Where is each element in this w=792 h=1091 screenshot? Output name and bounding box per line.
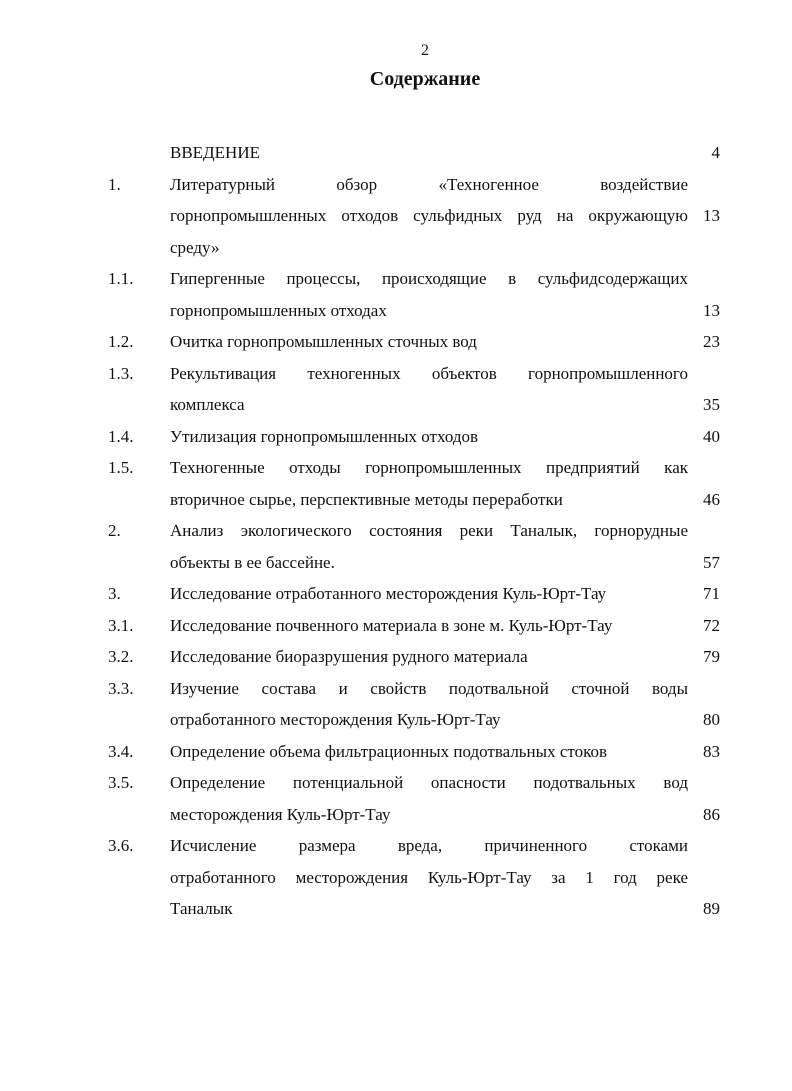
toc-entry-number: 3.4. — [108, 741, 134, 761]
toc-entry-number: 1.1. — [108, 269, 134, 288]
toc-entry-page: 13 — [703, 206, 720, 225]
toc-entry-line: Утилизация горнопромышленных отходов — [170, 426, 479, 446]
toc-entry-line: отработанного месторождения Куль-Юрт-Тау за 1 год реке — [170, 867, 688, 887]
toc-entry-line: Литературный обзор «Техногенное воздействие — [170, 174, 688, 194]
toc-entry-title — [170, 169, 688, 264]
toc-entry-line: Рекультивация техногенных объектов горнопромышленного — [170, 363, 688, 383]
toc-entry-page: 72 — [703, 615, 720, 635]
toc-entry — [0, 263, 792, 326]
toc-entry — [0, 358, 792, 421]
toc-entry-number: 3.3. — [108, 678, 134, 698]
toc-entry-title — [170, 673, 688, 736]
toc-entry — [0, 610, 792, 642]
toc-entry-title — [170, 641, 688, 673]
toc-entry — [0, 137, 792, 169]
toc-entry-page: 57 — [703, 552, 720, 572]
toc-entry-number: 3.2. — [108, 647, 134, 666]
toc-entry-line: Определение объема фильтрационных подотвальных стоков — [170, 741, 607, 761]
toc-entry-number: 1.3. — [108, 363, 134, 383]
toc-entry — [0, 830, 792, 925]
toc-entry-number: 1.5. — [108, 458, 134, 477]
toc-entry — [0, 767, 792, 830]
toc-entry-title — [170, 767, 688, 830]
toc-entry-line: Анализ экологического состояния реки Таналык, горнорудные — [170, 521, 688, 540]
toc-entry-line: среду» — [170, 237, 220, 257]
toc-entry-title — [170, 358, 688, 421]
toc-entry-line: Таналык — [170, 899, 233, 918]
toc-entry — [0, 515, 792, 578]
toc-entry-title — [170, 515, 688, 578]
toc-entry-line: Исследование почвенного материала в зоне м. Куль-Юрт-Тау — [170, 615, 613, 635]
toc-entry-title — [170, 578, 688, 610]
toc-entry-title — [170, 263, 688, 326]
toc-entry-number: 1.4. — [108, 426, 134, 446]
toc-entry-line: Исследование биоразрушения рудного материала — [170, 647, 528, 666]
toc-entry-number: 3.5. — [108, 773, 134, 792]
toc-entry-page: 23 — [703, 332, 720, 351]
toc-entry-line: отработанного месторождения Куль-Юрт-Тау — [170, 710, 501, 729]
toc-entry-number: 3.1. — [108, 615, 134, 635]
toc-entry-page: 80 — [703, 710, 720, 729]
toc-entry — [0, 641, 792, 673]
toc-entry-line: вторичное сырье, перспективные методы переработки — [170, 489, 563, 509]
toc-entry-page: 83 — [703, 741, 720, 761]
toc-entry-page: 79 — [703, 647, 720, 666]
toc-entry-line: горнопромышленных отходах — [170, 300, 387, 320]
toc-entry-title — [170, 736, 688, 768]
toc-entry-number: 1.2. — [108, 332, 134, 351]
toc-entry — [0, 673, 792, 736]
toc-entry-title — [170, 421, 688, 453]
toc-entry — [0, 169, 792, 264]
toc-entry-line: Исследование отработанного месторождения Куль-Юрт-Тау — [170, 584, 607, 603]
toc-entry — [0, 452, 792, 515]
toc-entry-line: горнопромышленных отходов сульфидных руд на окружающую — [170, 206, 688, 225]
toc-entry-line: Определение потенциальной опасности подотвальных вод — [170, 773, 688, 792]
toc-entry-line: месторождения Куль-Юрт-Тау — [170, 804, 391, 824]
table-of-contents — [0, 137, 792, 925]
page-title: Содержание — [369, 68, 481, 90]
toc-entry-page: 40 — [703, 426, 720, 446]
page-number: 2 — [421, 42, 429, 59]
toc-entry-page: 4 — [711, 143, 720, 162]
toc-entry-number: 1. — [108, 174, 121, 194]
toc-entry-line: Техногенные отходы горнопромышленных предприятий как — [170, 458, 688, 477]
toc-entry-page: 71 — [703, 584, 720, 603]
toc-entry — [0, 326, 792, 358]
toc-entry — [0, 736, 792, 768]
toc-entry-title — [170, 326, 688, 358]
toc-entry-line: ВВЕДЕНИЕ — [170, 143, 260, 162]
toc-entry — [0, 421, 792, 453]
toc-entry-title — [170, 452, 688, 515]
toc-entry-page: 46 — [703, 489, 720, 509]
toc-entry-page: 89 — [703, 899, 720, 918]
toc-entry-line: Исчисление размера вреда, причиненного стоками — [170, 836, 688, 855]
toc-entry-title — [170, 137, 688, 169]
toc-entry-line: Изучение состава и свойств подотвальной сточной воды — [170, 678, 688, 698]
toc-entry-title — [170, 610, 688, 642]
toc-entry-number: 3.6. — [108, 836, 134, 855]
toc-entry — [0, 578, 792, 610]
toc-entry-number: 2. — [108, 521, 121, 540]
toc-entry-page: 13 — [703, 300, 720, 320]
toc-entry-line: комплекса — [170, 395, 245, 414]
toc-entry-number: 3. — [108, 584, 121, 603]
toc-entry-line: объекты в ее бассейне. — [170, 552, 335, 572]
toc-entry-page: 35 — [703, 395, 720, 414]
toc-entry-line: Гипергенные процессы, происходящие в сульфидсодержащих — [170, 269, 688, 288]
toc-entry-line: Очитка горнопромышленных сточных вод — [170, 332, 477, 351]
toc-entry-page: 86 — [703, 804, 720, 824]
toc-entry-title — [170, 830, 688, 925]
